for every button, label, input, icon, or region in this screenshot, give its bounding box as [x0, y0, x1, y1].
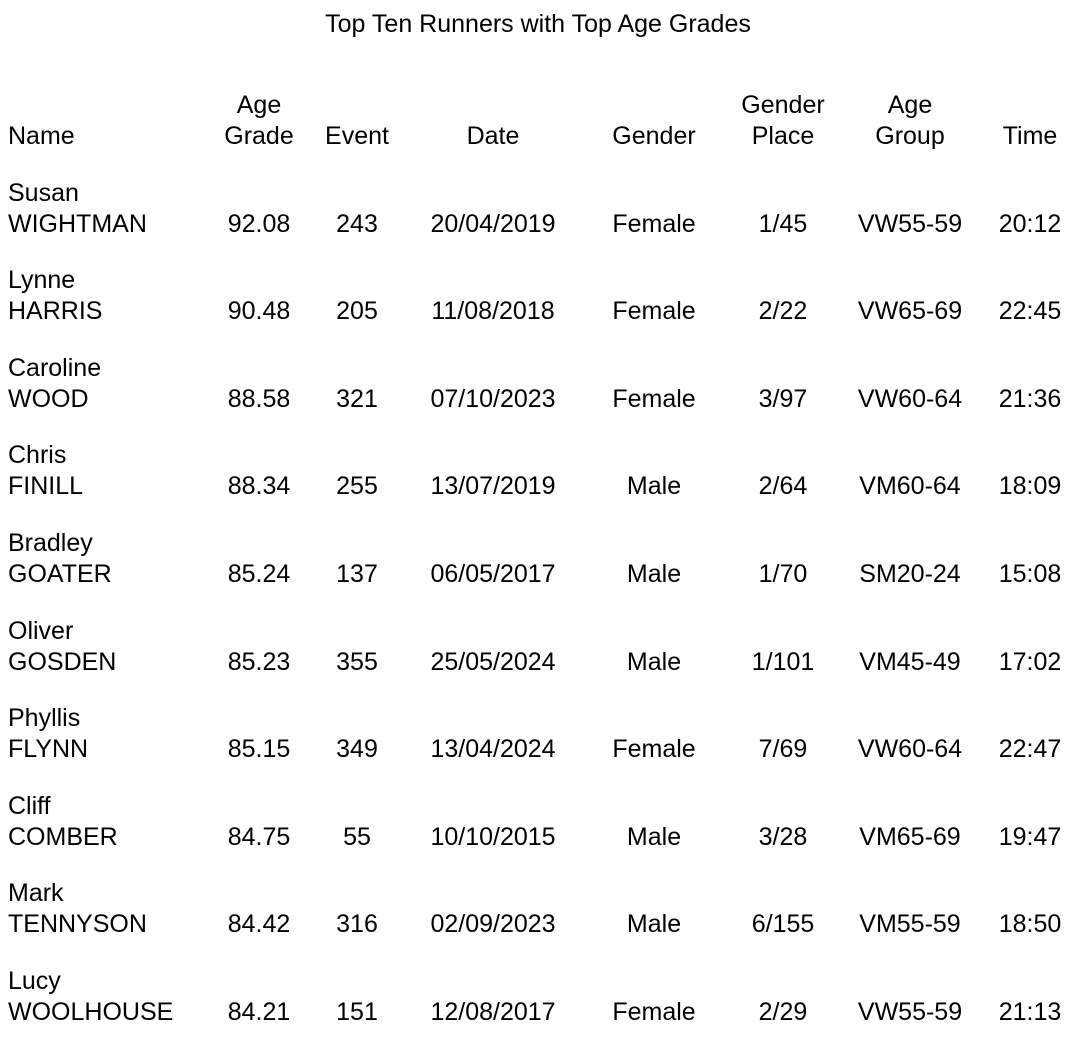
header-event: Event — [325, 122, 389, 150]
table-row — [8, 152, 1080, 240]
runner-last-name: FLYNN — [8, 735, 89, 764]
cell-date: 13/07/2019 — [430, 472, 556, 501]
cell-gender-place: 3/97 — [758, 384, 808, 413]
cell-event: 349 — [336, 735, 378, 764]
cell-gender-place: 2/64 — [758, 472, 808, 501]
cell-event: 55 — [343, 822, 371, 851]
cell-name — [8, 327, 208, 415]
runner-first-name: Cliff — [8, 791, 51, 820]
header-gender-place: Gender Place — [741, 91, 825, 150]
cell-time: 21:13 — [998, 997, 1062, 1026]
cell-event: 316 — [336, 910, 378, 939]
runner-last-name: COMBER — [8, 822, 118, 851]
cell-gender: Female — [612, 297, 696, 326]
page-title: Top Ten Runners with Top Age Grades — [325, 10, 751, 38]
cell-age-group: VM65-69 — [859, 822, 961, 851]
cell-date: 12/08/2017 — [430, 997, 556, 1026]
cell-time: 21:36 — [998, 384, 1062, 413]
cell-name — [8, 415, 208, 503]
cell-time: 18:50 — [998, 910, 1062, 939]
cell-time: 22:45 — [998, 297, 1062, 326]
cell-date: 10/10/2015 — [430, 822, 556, 851]
runner-last-name: WOOD — [8, 384, 89, 413]
cell-name — [8, 940, 208, 1028]
cell-event: 243 — [336, 209, 378, 238]
cell-event: 355 — [336, 647, 378, 676]
header-age-group: Age Group — [875, 91, 945, 150]
cell-gender-place: 1/101 — [751, 647, 815, 676]
cell-event: 151 — [336, 997, 378, 1026]
cell-date: 06/05/2017 — [430, 559, 556, 588]
runner-first-name: Caroline — [8, 353, 102, 382]
runner-last-name: TENNYSON — [8, 910, 147, 939]
cell-age-group: VM45-49 — [859, 647, 961, 676]
cell-date: 20/04/2019 — [430, 209, 556, 238]
cell-time: 19:47 — [998, 822, 1062, 851]
cell-age-group: VW55-59 — [857, 209, 963, 238]
table-row — [8, 502, 1080, 590]
cell-event: 321 — [336, 384, 378, 413]
cell-age-group: VM60-64 — [859, 472, 961, 501]
header-name: Name — [8, 122, 75, 150]
cell-gender: Female — [612, 997, 696, 1026]
runner-last-name: WOOLHOUSE — [8, 997, 174, 1026]
cell-gender-place: 3/28 — [758, 822, 808, 851]
cell-age-grade: 84.21 — [227, 997, 291, 1026]
runner-last-name: WIGHTMAN — [8, 209, 147, 238]
cell-time: 17:02 — [998, 647, 1062, 676]
runner-first-name: Mark — [8, 879, 64, 908]
table-row — [8, 678, 1080, 766]
runner-first-name: Phyllis — [8, 704, 81, 733]
cell-name — [8, 502, 208, 590]
table-row — [8, 853, 1080, 941]
cell-date: 25/05/2024 — [430, 647, 556, 676]
cell-gender: Male — [626, 472, 682, 501]
cell-event: 137 — [336, 559, 378, 588]
cell-time: 22:47 — [998, 735, 1062, 764]
cell-age-grade: 90.48 — [227, 297, 291, 326]
cell-gender: Female — [612, 209, 696, 238]
cell-age-group: VW60-64 — [857, 384, 963, 413]
cell-gender-place: 1/45 — [758, 209, 808, 238]
cell-age-grade: 92.08 — [227, 209, 291, 238]
cell-gender-place: 7/69 — [758, 735, 808, 764]
runner-first-name: Oliver — [8, 616, 74, 645]
cell-age-grade: 88.58 — [227, 384, 291, 413]
table-row — [8, 765, 1080, 853]
cell-name — [8, 590, 208, 678]
cell-gender: Female — [612, 735, 696, 764]
cell-gender: Male — [626, 822, 682, 851]
cell-age-grade: 84.75 — [227, 822, 291, 851]
cell-gender: Male — [626, 910, 682, 939]
cell-time: 15:08 — [998, 559, 1062, 588]
runner-last-name: GOSDEN — [8, 647, 117, 676]
header-age-grade: Age Grade — [224, 91, 294, 150]
cell-gender: Male — [626, 559, 682, 588]
runner-first-name: Bradley — [8, 528, 93, 557]
cell-event: 255 — [336, 472, 378, 501]
cell-date: 02/09/2023 — [430, 910, 556, 939]
header-date: Date — [466, 122, 520, 150]
runner-last-name: FINILL — [8, 472, 84, 501]
cell-gender: Male — [626, 647, 682, 676]
table-row — [8, 940, 1080, 1028]
cell-date: 07/10/2023 — [430, 384, 556, 413]
header-row — [8, 86, 1080, 152]
runner-last-name: GOATER — [8, 559, 112, 588]
cell-age-group: VM55-59 — [859, 910, 961, 939]
cell-age-grade: 88.34 — [227, 472, 291, 501]
header-gender: Gender — [612, 122, 696, 150]
cell-name — [8, 240, 208, 328]
header-time: Time — [1002, 122, 1058, 150]
cell-date: 11/08/2018 — [431, 297, 555, 326]
runner-first-name: Lynne — [8, 266, 76, 295]
cell-age-grade: 85.23 — [227, 647, 291, 676]
cell-name — [8, 853, 208, 941]
runner-first-name: Susan — [8, 178, 79, 207]
cell-event: 205 — [336, 297, 378, 326]
table-row — [8, 327, 1080, 415]
cell-date: 13/04/2024 — [430, 735, 556, 764]
table-row — [8, 415, 1080, 503]
cell-time: 18:09 — [998, 472, 1062, 501]
cell-age-group: VW65-69 — [857, 297, 963, 326]
cell-gender-place: 6/155 — [751, 910, 815, 939]
cell-time: 20:12 — [998, 209, 1062, 238]
cell-name — [8, 678, 208, 766]
cell-name — [8, 152, 208, 240]
cell-age-grade: 85.15 — [227, 735, 291, 764]
cell-name — [8, 765, 208, 853]
cell-age-group: VW60-64 — [857, 735, 963, 764]
cell-age-grade: 85.24 — [227, 559, 291, 588]
results-table — [8, 86, 1080, 1028]
table-row — [8, 240, 1080, 328]
table-row — [8, 590, 1080, 678]
cell-gender: Female — [612, 384, 696, 413]
cell-age-grade: 84.42 — [227, 910, 291, 939]
cell-gender-place: 2/29 — [758, 997, 808, 1026]
cell-gender-place: 2/22 — [758, 297, 808, 326]
cell-gender-place: 1/70 — [758, 559, 808, 588]
cell-age-group: SM20-24 — [859, 559, 961, 588]
runner-first-name: Chris — [8, 441, 67, 470]
runner-first-name: Lucy — [8, 966, 61, 995]
runner-last-name: HARRIS — [8, 297, 103, 326]
cell-age-group: VW55-59 — [857, 997, 963, 1026]
